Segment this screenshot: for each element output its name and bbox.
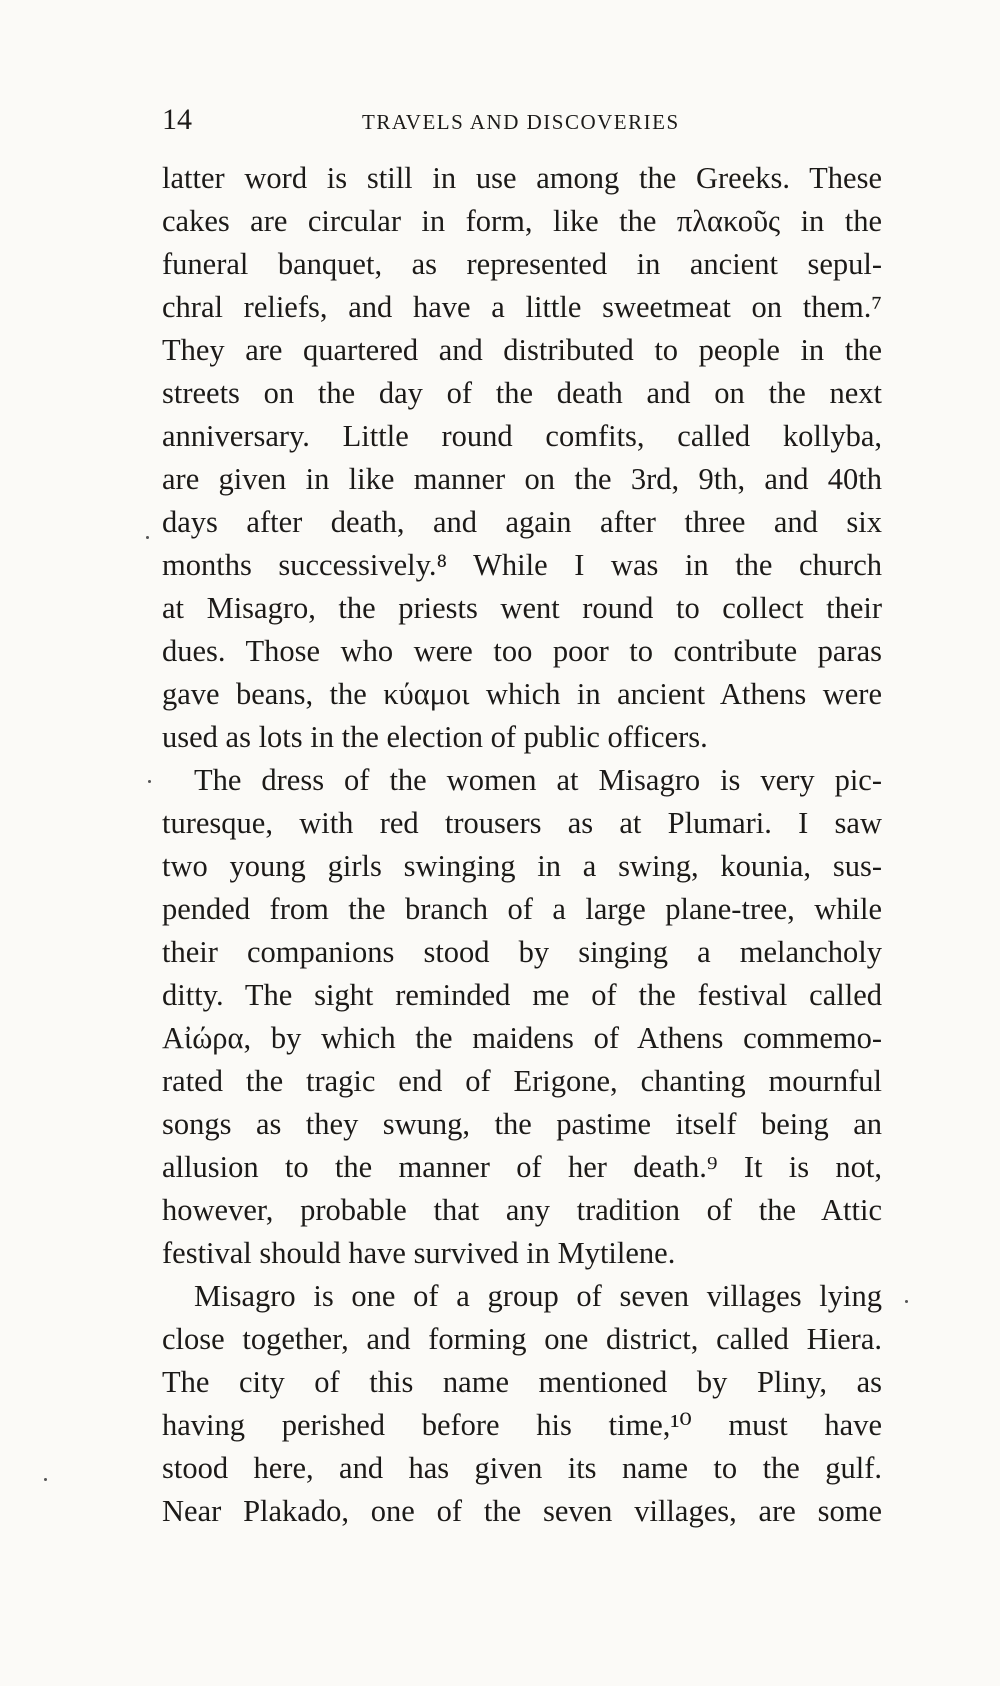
text-line: at Misagro, the priests went round to collect their [162,591,882,625]
text-line: streets on the day of the death and on the next [162,376,882,410]
text-line: ditty. The sight reminded me of the festival called [162,978,882,1012]
text-line: are given in like manner on the 3rd, 9th, and 40th [162,462,882,496]
text-line: months successively.⁸ While I was in the church [162,548,882,582]
paragraph-start-line: The dress of the women at Misagro is very pic- [194,763,882,797]
text-line: close together, and forming one district, called Hiera. [162,1322,882,1356]
text-line: however, probable that any tradition of the Attic [162,1193,882,1227]
scan-speck [146,536,149,539]
body-text [162,157,882,1533]
text-line: dues. Those who were too poor to contribute paras [162,634,882,668]
text-line: turesque, with red trousers as at Plumari. I saw [162,806,882,840]
text-line: cakes are circular in form, like the πλακοῦς in the [162,204,882,238]
text-line: having perished before his time,¹⁰ must have [162,1408,882,1442]
text-line: days after death, and again after three and six [162,505,882,539]
page-header [162,100,882,140]
text-line: They are quartered and distributed to people in the [162,333,882,367]
text-line: rated the tragic end of Erigone, chanting mournful [162,1064,882,1098]
scan-speck [148,780,151,783]
running-head: TRAVELS AND DISCOVERIES [362,110,680,134]
text-line: used as lots in the election of public officers. [162,720,708,754]
scan-speck [905,1300,908,1303]
text-line: Near Plakado, one of the seven villages, are some [162,1494,882,1528]
text-line: festival should have survived in Mytilene. [162,1236,676,1270]
text-line: latter word is still in use among the Greeks. These [162,161,882,195]
text-line: gave beans, the κύαμοι which in ancient Athens were [162,677,882,711]
text-line: stood here, and has given its name to the gulf. [162,1451,882,1485]
text-line: two young girls swinging in a swing, kounia, sus- [162,849,882,883]
text-line: their companions stood by singing a melancholy [162,935,882,969]
paragraph-start-line: Misagro is one of a group of seven villages lying [194,1279,882,1313]
text-line: pended from the branch of a large plane-tree, while [162,892,882,926]
text-line: allusion to the manner of her death.⁹ It is not, [162,1150,882,1184]
text-line: anniversary. Little round comfits, called kollyba, [162,419,882,453]
text-line: Αἰώρα, by which the maidens of Athens commemo- [162,1021,882,1055]
page-number: 14 [162,103,192,136]
text-line: chral reliefs, and have a little sweetmeat on them.⁷ [162,290,882,324]
scan-speck [44,1478,47,1481]
text-line: funeral banquet, as represented in ancient sepul- [162,247,882,281]
text-line: songs as they swung, the pastime itself being an [162,1107,882,1141]
text-line: The city of this name mentioned by Pliny, as [162,1365,882,1399]
